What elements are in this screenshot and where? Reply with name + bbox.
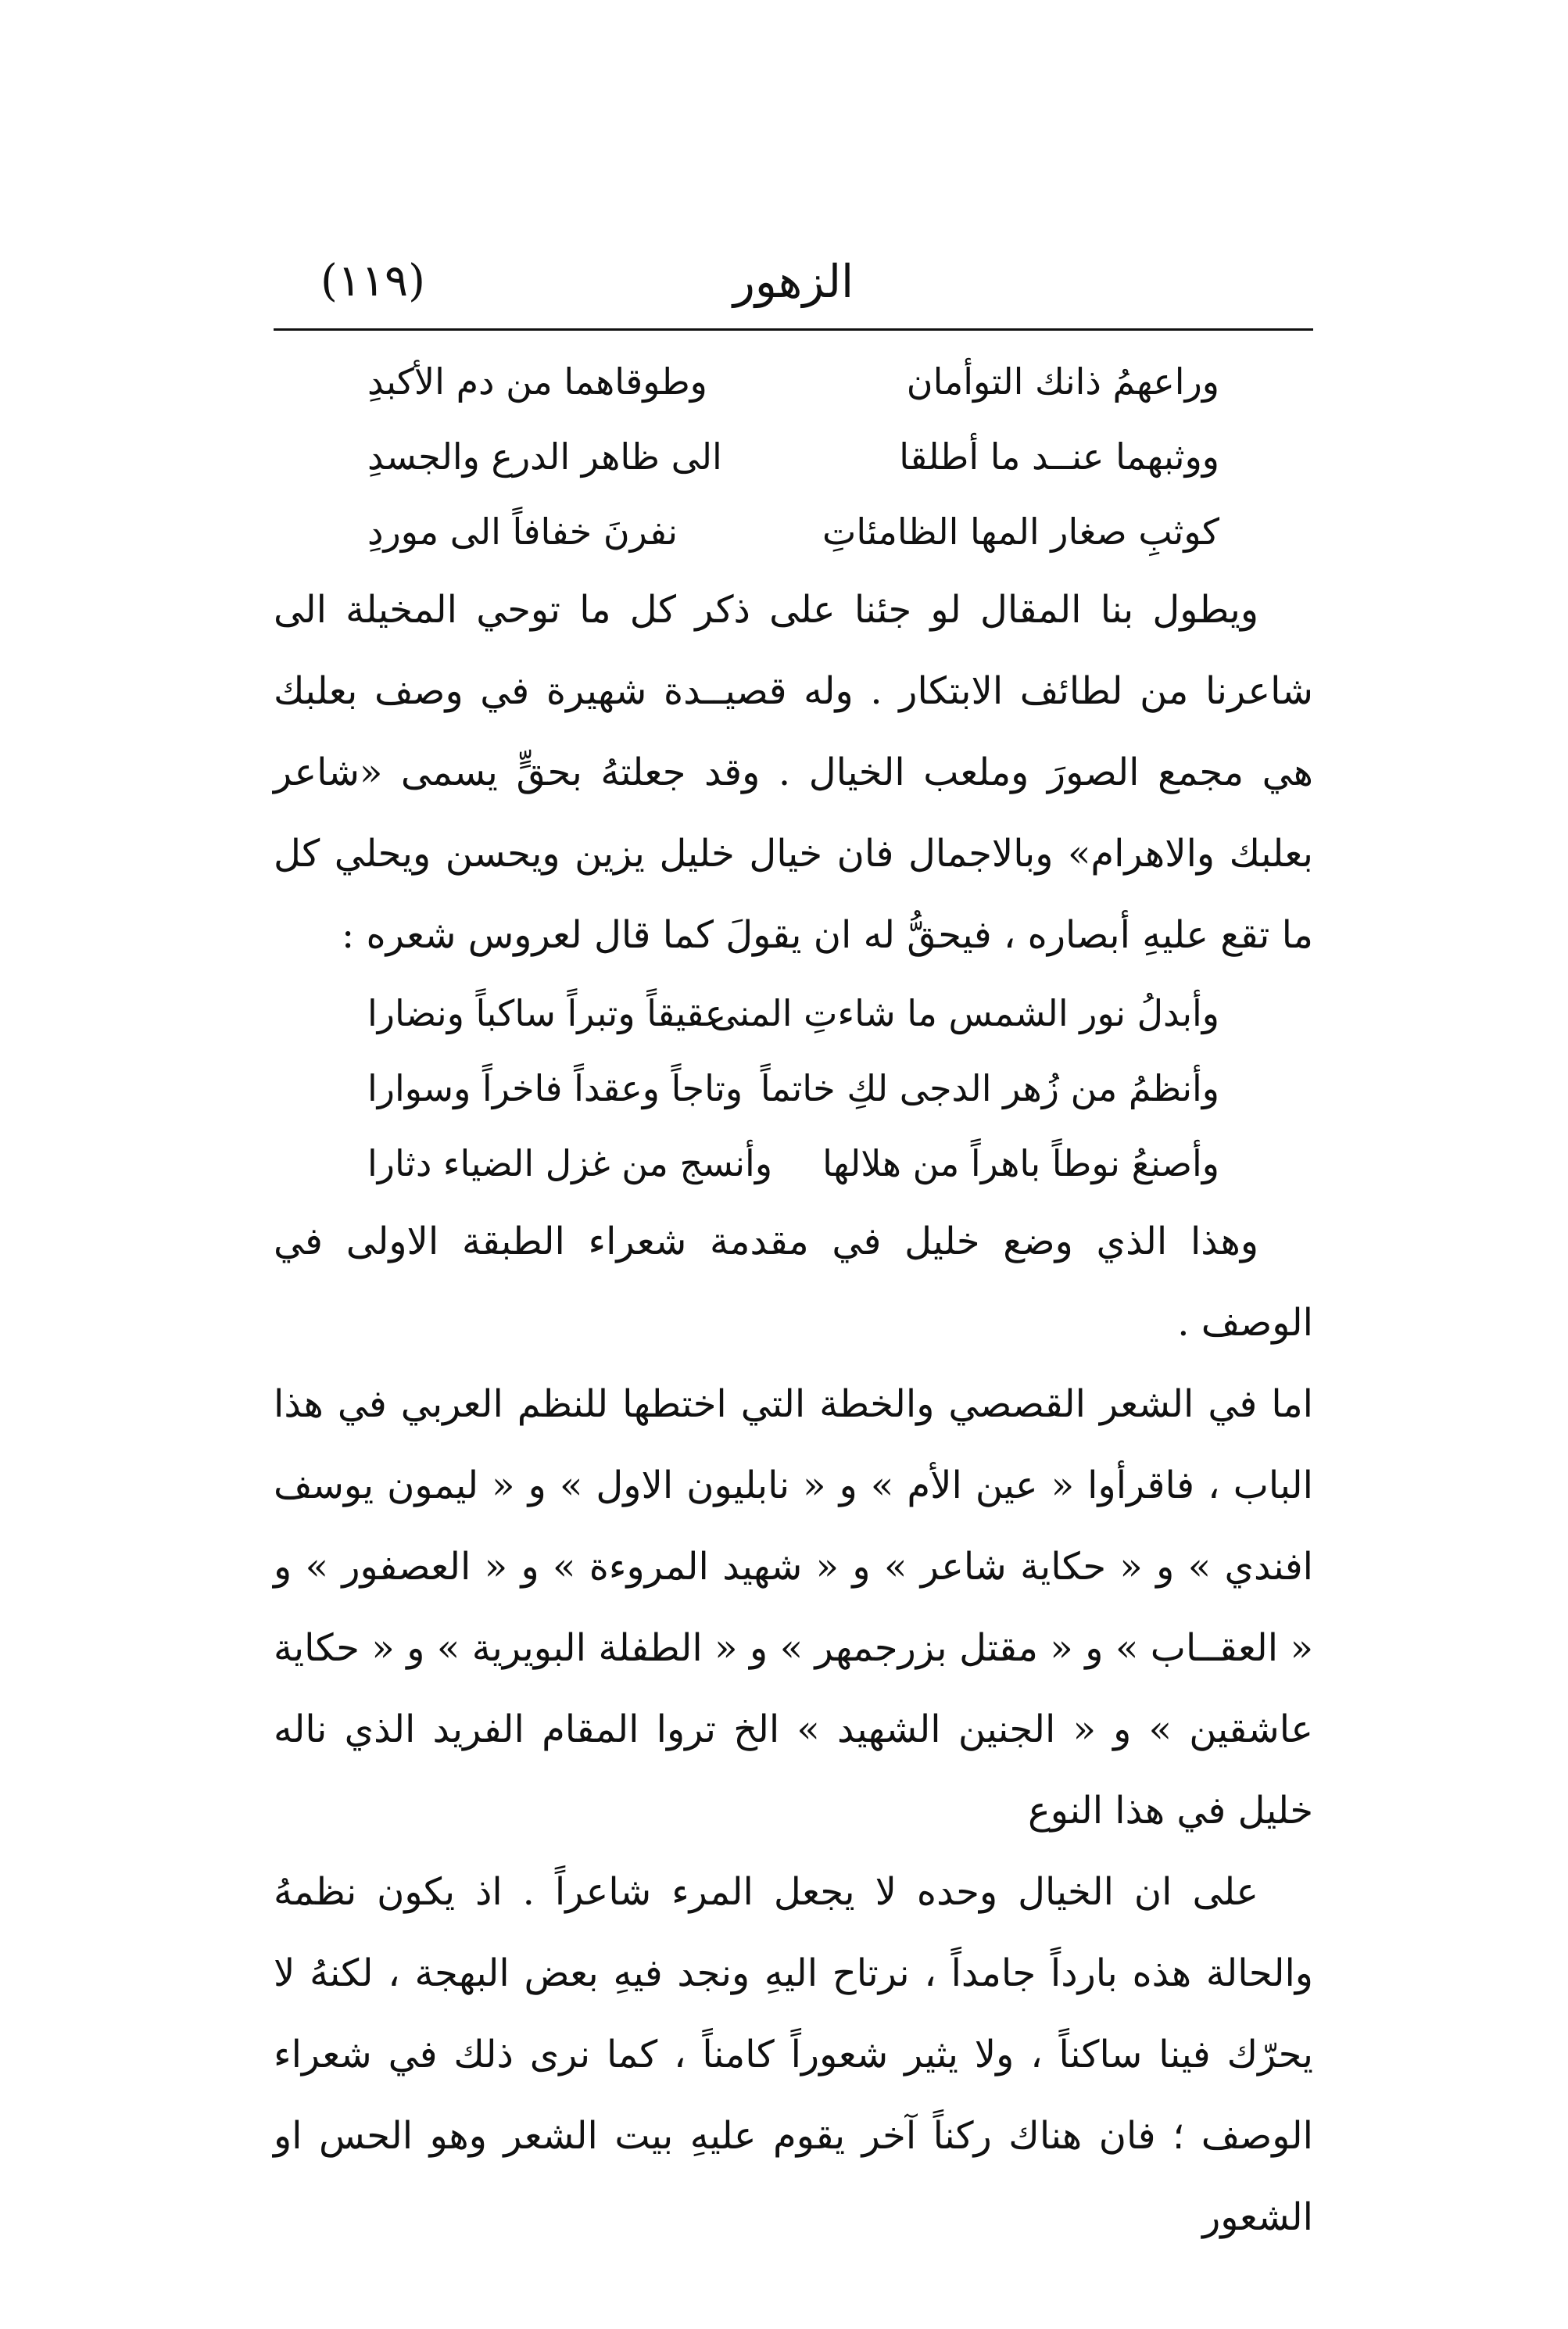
running-title: الزهور [732,255,854,308]
verse-second-hemistich: عقيقاً وتبراً ساكباً ونضارا [367,992,727,1034]
verse-first-hemistich: ووثبهما عنــد ما أطلقا [899,435,1219,478]
body-paragraph: اما في الشعر القصصي والخطة التي اختطها للنظم العربي في هذا الباب ، فاقرأوا « عين الأم » و « نابليون الاول » و « ليمون يوسف افندي » و « حكاية شاعر » و « شهيد المروءة » و « العصفور » و « العقــاب » و « مقتل بزرجمهر » و « الطفلة البويرية » و « حكاية عاشقين » و « الجنين الشهيد » الخ تروا المقام الفريد الذي ناله خليل في هذا النوع [274,1382,1314,1833]
verse-line [274,419,1313,494]
verse-second-hemistich: وتاجاً وعقداً فاخراً وسوارا [367,1067,743,1109]
verse-second-hemistich: وطوقاهما من دم الأكبدِ [367,360,707,403]
verse-first-hemistich: وأبدلُ نور الشمس ما شاءتِ المنى [709,992,1219,1034]
verse-second-hemistich: نفرنَ خفافاً الى موردِ [367,511,678,553]
page-body [274,344,1313,2258]
header-rule [274,328,1313,331]
verse-second-hemistich: الى ظاهر الدرع والجسدِ [367,435,722,478]
verse-first-hemistich: وأصنعُ نوطاً باهراً من هلالها [822,1142,1219,1184]
verse-line [274,1126,1313,1201]
page-number: (١١٩) [320,256,425,306]
poem-excerpt-2 [274,976,1313,1201]
verse-line [274,1051,1313,1126]
verse-line [274,494,1313,569]
body-paragraph: على ان الخيال وحده لا يجعل المرء شاعراً . اذ يكون نظمهُ والحالة هذه بارداً جامداً ، نرتاح اليهِ ونجد فيهِ بعض البهجة ، لكنهُ لا يحرّك فينا ساكناً ، ولا يثير شعوراً كامناً ، كما نرى ذلك في شعراء الوصف ؛ فان هناك ركناً آخر يقوم عليهِ بيت الشعر وهو الحس او الشعور [274,1870,1313,2239]
poem-excerpt-1 [274,344,1313,569]
body-paragraph: ويطول بنا المقال لو جئنا على ذكر كل ما توحي المخيلة الى شاعرنا من لطائف الابتكار . وله قصيــدة شهيرة في وصف بعلبك هي مجمع الصورَ وملعب الخيال . وقد جعلتهُ بحقٍّ يسمى «شاعر بعلبك والاهرام» وبالاجمال فان خيال خليل يزين ويحسن ويحلي كل ما تقع عليهِ أبصاره ، فيحقُّ له ان يقولَ كما قال لعروس شعره : [274,588,1313,957]
verse-first-hemistich: كوثبِ صغار المها الظامئاتِ [822,511,1219,553]
body-paragraph: وهذا الذي وضع خليل في مقدمة شعراء الطبقة الاولى في الوصف . [274,1220,1313,1345]
page-header [274,250,1313,336]
verse-line [274,344,1313,419]
verse-first-hemistich: وراعهمُ ذانك التوأمان [906,360,1219,403]
verse-line [274,976,1313,1051]
verse-first-hemistich: وأنظمُ من زُهر الدجى لكِ خاتماً [760,1067,1219,1109]
verse-second-hemistich: وأنسج من غزل الضياء دثارا [367,1142,773,1184]
